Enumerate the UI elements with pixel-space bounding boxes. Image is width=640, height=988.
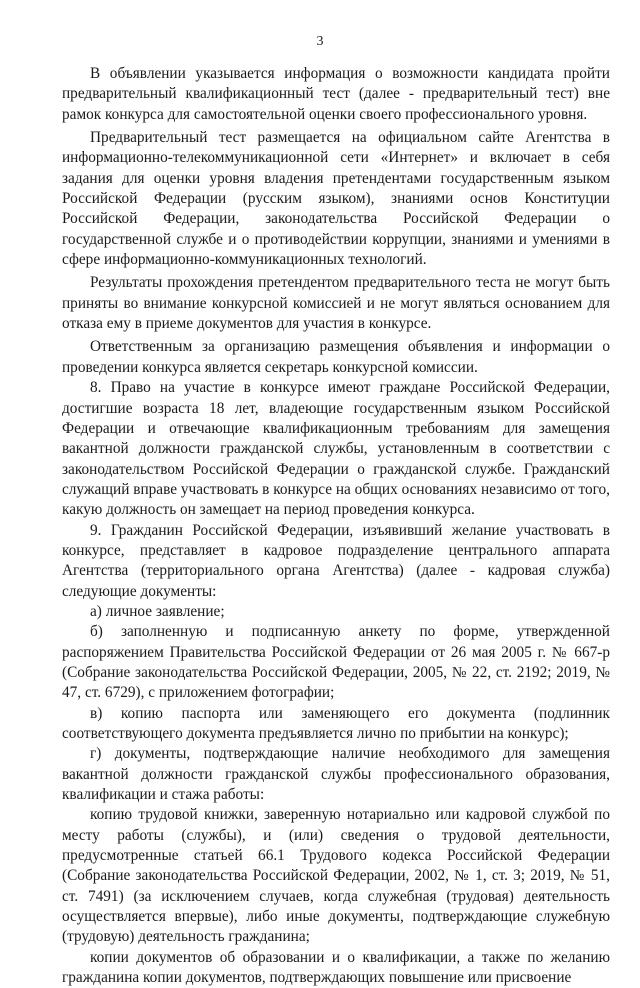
- document-body: [62, 64, 610, 988]
- paragraph-work-book: копию трудовой книжки, заверенную нотариально или кадровой службой по месту работы (службы), и (или) сведения о трудовой деятельности, предусмотренные статьей 66.1 Трудового кодекса Российской Федерации (Собрание законодательства Российской Федерации, 2002, № 1, ст. 3; 2019, № 51, ст. 7491) (за исключением случаев, когда служебная (трудовая) деятельность осуществляется впервые), либо иные документы, подтверждающие служебную (трудовую) деятельность гражданина;: [62, 806, 610, 946]
- paragraph-education-docs: копии документов об образовании и о квалификации, а также по желанию гражданина копии документов, подтверждающих повышение или присвоение: [62, 948, 610, 987]
- list-item-v: в) копию паспорта или заменяющего его документа (подлинник соответствующего документа предъявляется лично по прибытии на конкурс);: [62, 704, 610, 742]
- paragraph-item-8: 8. Право на участие в конкурсе имеют граждане Российской Федерации, достигшие возраста 18 лет, владеющие государственным языком Российской Федерации и отвечающие квалификационным требованиям для замещения вакантной должности гражданской службы, установленным в соответствии с законодательством Российской Федерации о гражданской службе. Гражданский служащий вправе участвовать в конкурсе на общих основаниях независимо от того, какую должность он замещает на период проведения конкурса.: [62, 379, 610, 519]
- list-item-b: б) заполненную и подписанную анкету по форме, утвержденной распоряжением Правительства Российской Федерации от 26 мая 2005 г. № 667-р (Собрание законодательства Российской Федерации, 2005, № 22, ст. 2192; 2019, № 47, ст. 6729), с приложением фотографии;: [62, 623, 610, 702]
- list-item-a: а) личное заявление;: [90, 602, 225, 620]
- paragraph-test-placement: Предварительный тест размещается на официальном сайте Агентства в информационно-телекоммуникационной сети «Интернет» и включает в себя задания для оценки уровня владения претендентами государственным языком Российской Федерации (русским языком), знаниями основ Конституции Российской Федерации, законодательства Российской Федерации о государственной службе и о противодействии коррупции, знаниями и умениями в сфере информационно-коммуникационных технологий.: [62, 129, 610, 269]
- paragraph-responsible: Ответственным за организацию размещения объявления и информации о проведении конкурса является секретарь конкурсной комиссии.: [62, 338, 610, 376]
- list-item-g: г) документы, подтверждающие наличие необходимого для замещения вакантной должности гражданской службы профессионального образования, квалификации и стажа работы:: [62, 745, 610, 804]
- paragraph-item-9: 9. Гражданин Российской Федерации, изъявивший желание участвовать в конкурсе, представляет в кадровое подразделение центрального аппарата Агентства (территориального органа Агентства) (далее - кадровая служба) следующие документы:: [62, 521, 610, 600]
- paragraph-test-announcement: В объявлении указывается информация о возможности кандидата пройти предварительный квалификационный тест (далее - предварительный тест) вне рамок конкурса для самостоятельной оценки своего профессионального уровня.: [62, 65, 610, 123]
- paragraph-test-results: Результаты прохождения претендентом предварительного теста не могут быть приняты во внимание конкурсной комиссией и не могут являться основанием для отказа ему в приеме документов для участия в конкурсе.: [62, 274, 610, 333]
- page-number: 3: [316, 34, 324, 49]
